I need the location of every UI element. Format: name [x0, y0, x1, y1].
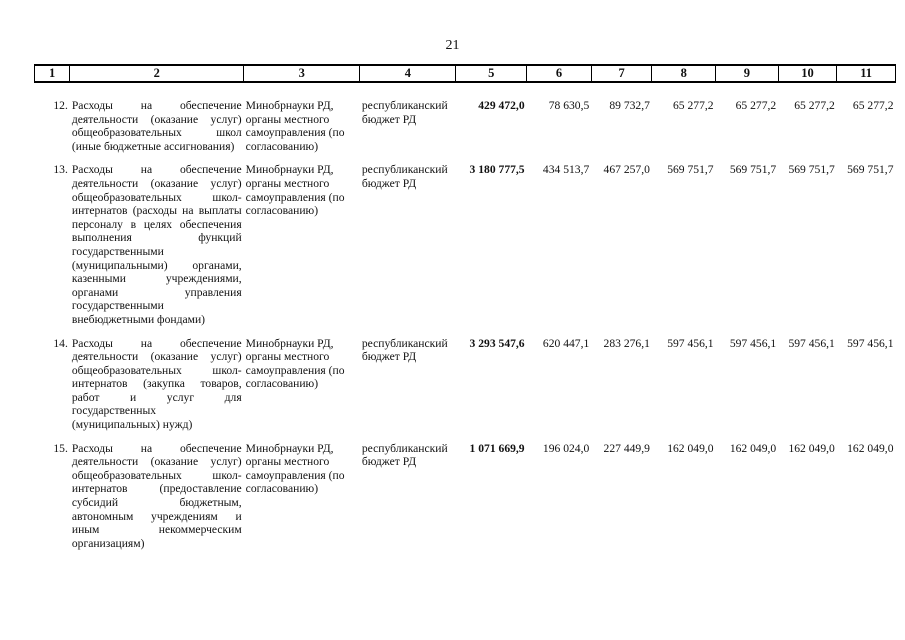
column-header: 4 — [360, 65, 456, 82]
column-header: 1 — [35, 65, 70, 82]
row-number: 12. — [53, 99, 68, 112]
amount-col-10: 65 277,2 — [794, 99, 835, 112]
amount-col-9: 65 277,2 — [735, 99, 777, 112]
column-header: 2 — [70, 65, 244, 82]
responsible-executor: Минобрнауки РД, органы местного самоуправления (по согласованию) — [245, 336, 345, 391]
total-amount: 3 293 547,6 — [469, 336, 525, 350]
expense-description: Расходы на обеспечение деятельности (оказание услуг) общеобразовательных школ (иные бюджетные ассигнования) — [71, 99, 242, 153]
table-row — [35, 337, 896, 442]
table-row — [35, 163, 896, 336]
column-header: 3 — [244, 65, 360, 82]
column-header: 11 — [837, 65, 896, 82]
funding-source: республиканский бюджет РД — [361, 99, 448, 126]
amount-col-9: 569 751,7 — [729, 163, 777, 177]
total-amount: 3 180 777,5 — [469, 163, 525, 177]
total-amount: 1 071 669,9 — [469, 441, 525, 455]
amount-col-11: 162 049,0 — [847, 441, 894, 455]
responsible-executor: Минобрнауки РД, органы местного самоуправления (по согласованию) — [245, 99, 345, 153]
amount-col-8: 597 456,1 — [667, 336, 714, 350]
amount-col-11: 569 751,7 — [847, 163, 894, 177]
total-amount: 429 472,0 — [478, 99, 525, 112]
amount-col-6: 196 024,0 — [542, 441, 590, 455]
amount-col-8: 569 751,7 — [667, 163, 714, 177]
amount-col-6: 434 513,7 — [542, 163, 590, 177]
responsible-executor: Минобрнауки РД, органы местного самоуправления (по согласованию) — [245, 441, 345, 496]
amount-col-7: 467 257,0 — [603, 163, 650, 177]
page-number: 21 — [445, 38, 460, 53]
funding-source: республиканский бюджет РД — [361, 336, 448, 364]
column-header: 6 — [527, 65, 592, 82]
amount-col-11: 65 277,2 — [852, 99, 894, 112]
column-header: 7 — [591, 65, 652, 82]
amount-col-8: 65 277,2 — [672, 99, 714, 112]
amount-col-8: 162 049,0 — [667, 441, 714, 455]
amount-col-10: 162 049,0 — [788, 441, 835, 455]
amount-col-7: 227 449,9 — [603, 441, 650, 455]
amount-col-11: 597 456,1 — [847, 336, 894, 350]
funding-source: республиканский бюджет РД — [361, 441, 448, 469]
table-row — [35, 442, 896, 561]
column-header: 10 — [778, 65, 837, 82]
funding-source: республиканский бюджет РД — [361, 163, 448, 190]
amount-col-9: 162 049,0 — [729, 441, 777, 455]
column-header: 8 — [652, 65, 716, 82]
column-header: 9 — [716, 65, 779, 82]
expense-description: Расходы на обеспечение деятельности (оказание услуг) общеобразовательных школ-интернатов (расходы на выплаты персоналу в целях обеспечения выполнения функций государственными (муниципальными) органами, казенными учреждениями, органами управления государственными внебюджетными фондами) — [71, 163, 242, 326]
budget-table — [34, 64, 896, 560]
amount-col-7: 89 732,7 — [609, 99, 650, 112]
amount-col-10: 597 456,1 — [788, 336, 835, 350]
amount-col-7: 283 276,1 — [603, 336, 650, 350]
row-number: 15. — [53, 441, 68, 455]
amount-col-9: 597 456,1 — [729, 336, 777, 350]
amount-col-6: 620 447,1 — [542, 336, 590, 350]
expense-description: Расходы на обеспечение деятельности (оказание услуг) общеобразовательных школ-интернатов (предоставление субсидий бюджетным, автономным учреждениям и иным некоммерческим организациям) — [71, 441, 242, 550]
table-header-row — [35, 65, 896, 82]
amount-col-10: 569 751,7 — [788, 163, 835, 177]
expense-description: Расходы на обеспечение деятельности (оказание услуг) общеобразовательных школ-интернатов (закупка товаров, работ и услуг для государственных (муниципальных) нужд) — [71, 336, 242, 432]
amount-col-6: 78 630,5 — [548, 99, 590, 112]
row-number: 13. — [53, 163, 68, 177]
responsible-executor: Минобрнауки РД, органы местного самоуправления (по согласованию) — [245, 163, 345, 218]
column-header: 5 — [456, 65, 527, 82]
table-row — [35, 99, 896, 163]
row-number: 14. — [53, 336, 68, 350]
